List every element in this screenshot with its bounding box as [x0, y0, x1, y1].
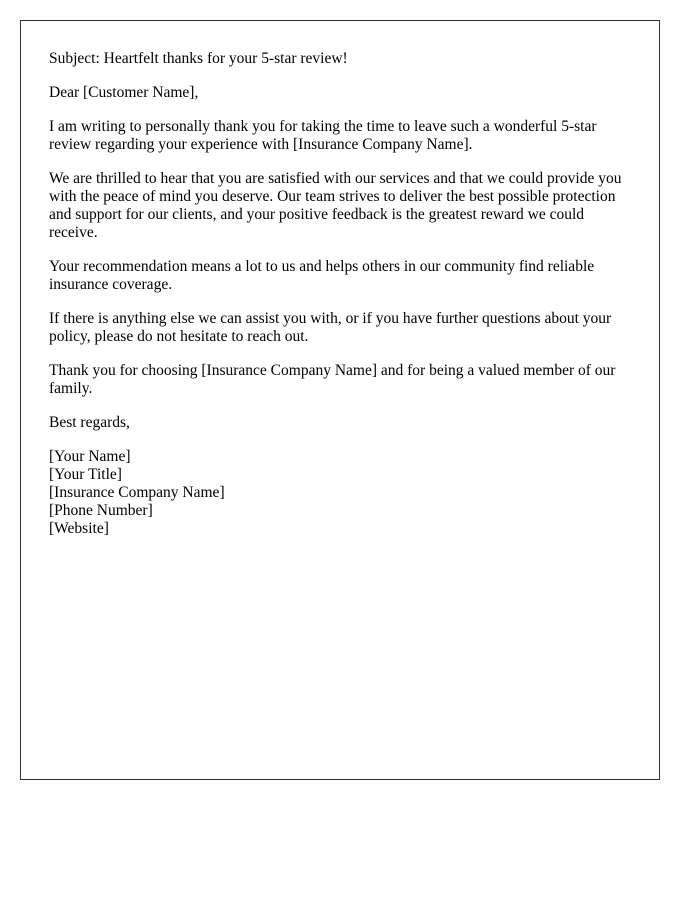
- letter-paragraph-3: Your recommendation means a lot to us and helps others in our community find reliable insurance coverage.: [49, 258, 595, 293]
- letter-subject: Subject: Heartfelt thanks for your 5-star review!: [49, 50, 348, 67]
- letter-paragraph-4: If there is anything else we can assist you with, or if you have further questions about your policy, please do not hesitate to reach out.: [49, 310, 612, 345]
- letter-paragraph-2: We are thrilled to hear that you are satisfied with our services and that we could provide you with the peace of mind you deserve. Our team strives to deliver the best possible protection and support for our clients, and your positive feedback is the greatest reward we could receive.: [49, 170, 622, 241]
- letter-paragraph-5: Thank you for choosing [Insurance Company Name] and for being a valued member of our family.: [49, 362, 616, 397]
- letter-salutation: Dear [Customer Name],: [49, 84, 199, 101]
- letter-closing: Best regards,: [49, 414, 130, 431]
- signature-name: [Your Name]: [49, 448, 131, 465]
- letter-paragraph-1: I am writing to personally thank you for taking the time to leave such a wonderful 5-star review regarding your experience with [Insurance Company Name].: [49, 118, 597, 153]
- signature-company: [Insurance Company Name]: [49, 484, 225, 501]
- signature-block: [49, 448, 631, 538]
- signature-title: [Your Title]: [49, 466, 122, 483]
- signature-website: [Website]: [49, 520, 109, 537]
- signature-phone: [Phone Number]: [49, 502, 153, 519]
- letter-container: [20, 20, 660, 780]
